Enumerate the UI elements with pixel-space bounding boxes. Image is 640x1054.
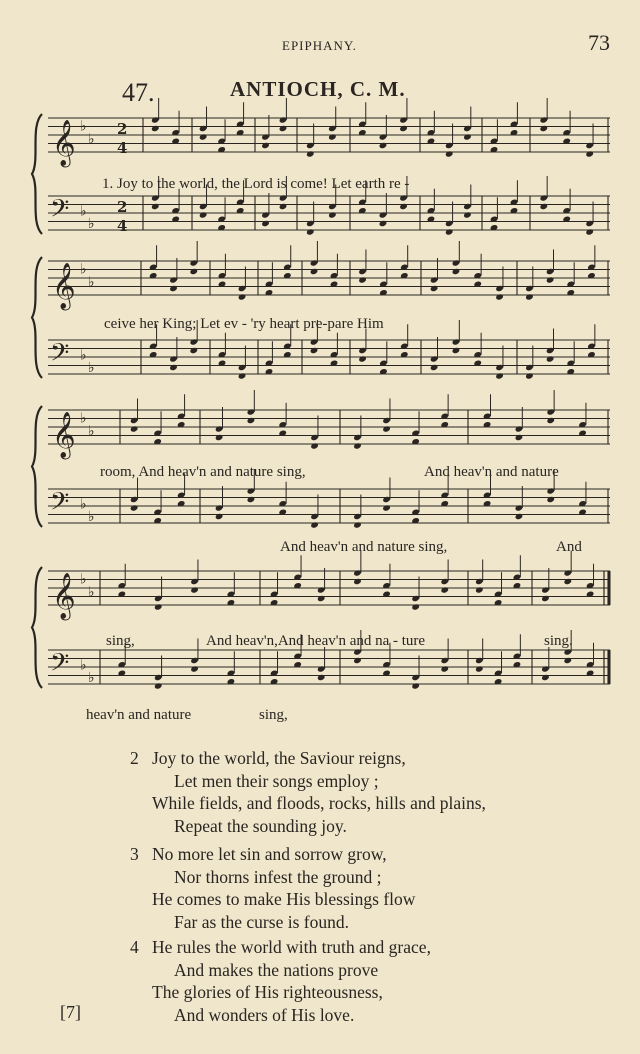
verse-line: Joy to the world, the Saviour reigns, <box>152 748 406 768</box>
lyric-line-3-treble: room, And heav'n and nature sing, <box>100 464 306 480</box>
note-head <box>452 347 461 354</box>
system-brace <box>32 257 42 378</box>
verse-number: 3 <box>130 844 139 864</box>
note-head <box>358 355 367 362</box>
note-head <box>463 211 472 218</box>
note-head <box>317 674 326 681</box>
bass-clef-icon: 𝄢 <box>50 648 70 684</box>
bass-clef-icon: 𝄢 <box>50 194 70 230</box>
note-head <box>261 142 270 149</box>
note-head <box>430 364 439 371</box>
verse-number: 4 <box>130 937 139 957</box>
note-head <box>525 293 534 300</box>
note-head <box>238 372 247 379</box>
flat-icon: ♭ <box>88 509 95 526</box>
note-head <box>379 220 388 227</box>
note-head <box>515 513 524 520</box>
note-head <box>247 417 256 424</box>
note-head <box>261 220 270 227</box>
note-head <box>475 586 484 593</box>
note-head <box>317 595 326 602</box>
time-signature-denominator: 4 <box>117 217 128 235</box>
verse-4 <box>130 936 431 1026</box>
note-head <box>563 578 572 585</box>
flat-icon: ♭ <box>88 360 95 377</box>
note-head <box>585 150 594 157</box>
hymn-number: 47. <box>122 78 155 107</box>
flat-icon: ♭ <box>80 203 87 220</box>
flat-icon: ♭ <box>80 410 87 427</box>
note-head <box>151 203 160 210</box>
note-head <box>306 228 315 235</box>
verse-line: And makes the nations prove <box>174 959 379 980</box>
note-head <box>306 150 315 157</box>
treble-clef-icon: 𝄞 <box>52 120 76 166</box>
flat-icon: ♭ <box>88 584 95 601</box>
time-signature-denominator: 4 <box>117 139 128 157</box>
lyric-line-4-treble-a: sing, <box>106 633 135 649</box>
flat-icon: ♭ <box>80 118 87 135</box>
note-head <box>279 125 288 132</box>
time-signature-numerator: 2 <box>117 120 128 138</box>
page-number: 73 <box>588 30 610 55</box>
lyric-line-4-bass-b: sing, <box>259 707 288 723</box>
note-head <box>445 228 454 235</box>
system-brace <box>32 114 42 234</box>
flat-icon: ♭ <box>80 571 87 588</box>
note-head <box>399 125 408 132</box>
note-head <box>151 125 160 132</box>
note-head <box>539 125 548 132</box>
treble-clef-icon: 𝄞 <box>52 263 76 309</box>
flat-icon: ♭ <box>80 347 87 364</box>
note-head <box>328 211 337 218</box>
system-brace <box>32 567 42 688</box>
note-head <box>563 657 572 664</box>
verse-line: Let men their songs employ ; <box>174 770 379 791</box>
note-head <box>495 293 504 300</box>
note-head <box>310 521 319 528</box>
note-head <box>382 425 391 432</box>
running-header: EPIPHANY. <box>282 38 357 53</box>
note-head <box>539 203 548 210</box>
verse-line: He comes to make His blessings flow <box>152 889 416 909</box>
note-head <box>358 276 367 283</box>
note-head <box>399 203 408 210</box>
verse-3 <box>130 843 416 933</box>
treble-clef-icon: 𝄞 <box>52 412 76 458</box>
note-head <box>495 372 504 379</box>
note-head <box>310 442 319 449</box>
note-head <box>440 665 449 672</box>
verse-line: While fields, and floods, rocks, hills and plains, <box>152 793 486 813</box>
verse-line: No more let sin and sorrow grow, <box>152 844 387 864</box>
bass-clef-icon: 𝄢 <box>50 338 70 374</box>
note-head <box>154 682 163 689</box>
note-head <box>169 364 178 371</box>
note-head <box>379 142 388 149</box>
note-head <box>154 603 163 610</box>
note-head <box>310 347 319 354</box>
lyric-line-2: ceive her King; Let ev - 'ry heart pre-pare Him <box>104 316 384 332</box>
system-brace <box>32 406 42 527</box>
tune-name: ANTIOCH, C. M. <box>230 77 406 101</box>
verse-line: The glories of His righteousness, <box>152 982 383 1002</box>
note-head <box>445 150 454 157</box>
note-head <box>130 504 139 511</box>
note-head <box>440 586 449 593</box>
lyric-line-3-treble-b: And heav'n and nature <box>424 464 559 480</box>
note-head <box>525 372 534 379</box>
verse-line: Nor thorns infest the ground ; <box>174 866 382 887</box>
note-head <box>541 595 550 602</box>
flat-icon: ♭ <box>88 131 95 148</box>
note-head <box>130 425 139 432</box>
note-head <box>546 496 555 503</box>
verse-2 <box>130 747 486 837</box>
lyric-line-4-treble-c: sing. <box>544 633 573 649</box>
note-head <box>353 657 362 664</box>
flat-icon: ♭ <box>88 670 95 687</box>
verse-line: And wonders of His love. <box>174 1004 355 1025</box>
note-head <box>430 285 439 292</box>
note-head <box>247 496 256 503</box>
note-head <box>353 442 362 449</box>
note-head <box>546 276 555 283</box>
lyric-line-4-bass-a: heav'n and nature <box>86 707 192 723</box>
flat-icon: ♭ <box>80 657 87 674</box>
verse-line: Repeat the sounding joy. <box>174 815 347 836</box>
note-head <box>310 268 319 275</box>
lyric-line-4-treble-b: And heav'n,And heav'n and na - ture <box>206 633 426 649</box>
note-head <box>353 521 362 528</box>
flat-icon: ♭ <box>88 423 95 440</box>
note-head <box>585 228 594 235</box>
note-head <box>215 434 224 441</box>
note-head <box>190 665 199 672</box>
note-head <box>382 504 391 511</box>
note-head <box>169 285 178 292</box>
note-head <box>411 682 420 689</box>
bass-clef-icon: 𝄢 <box>50 487 70 523</box>
note-head <box>452 268 461 275</box>
note-head <box>541 674 550 681</box>
note-head <box>189 268 198 275</box>
note-head <box>189 347 198 354</box>
note-head <box>546 417 555 424</box>
note-head <box>190 586 199 593</box>
lyric-line-3-bass-b: And <box>556 539 582 555</box>
note-head <box>215 513 224 520</box>
note-head <box>411 603 420 610</box>
note-head <box>353 578 362 585</box>
verse-line: He rules the world with truth and grace, <box>152 937 431 957</box>
lyric-line-1: 1. Joy to the world, the Lord is come! Let earth re - <box>102 176 410 192</box>
note-head <box>199 211 208 218</box>
note-head <box>238 293 247 300</box>
lyric-line-3-bass: And heav'n and nature sing, <box>280 539 448 555</box>
note-head <box>515 434 524 441</box>
verse-line: Far as the curse is found. <box>174 911 349 932</box>
treble-clef-icon: 𝄞 <box>52 573 76 619</box>
signature-mark: [7] <box>60 1002 81 1022</box>
note-head <box>475 665 484 672</box>
time-signature-numerator: 2 <box>117 198 128 216</box>
note-head <box>546 355 555 362</box>
verse-number: 2 <box>130 748 139 768</box>
flat-icon: ♭ <box>80 496 87 513</box>
note-head <box>463 133 472 140</box>
note-head <box>279 203 288 210</box>
flat-icon: ♭ <box>80 261 87 278</box>
note-head <box>328 133 337 140</box>
note-head <box>199 133 208 140</box>
flat-icon: ♭ <box>88 274 95 291</box>
flat-icon: ♭ <box>88 216 95 233</box>
